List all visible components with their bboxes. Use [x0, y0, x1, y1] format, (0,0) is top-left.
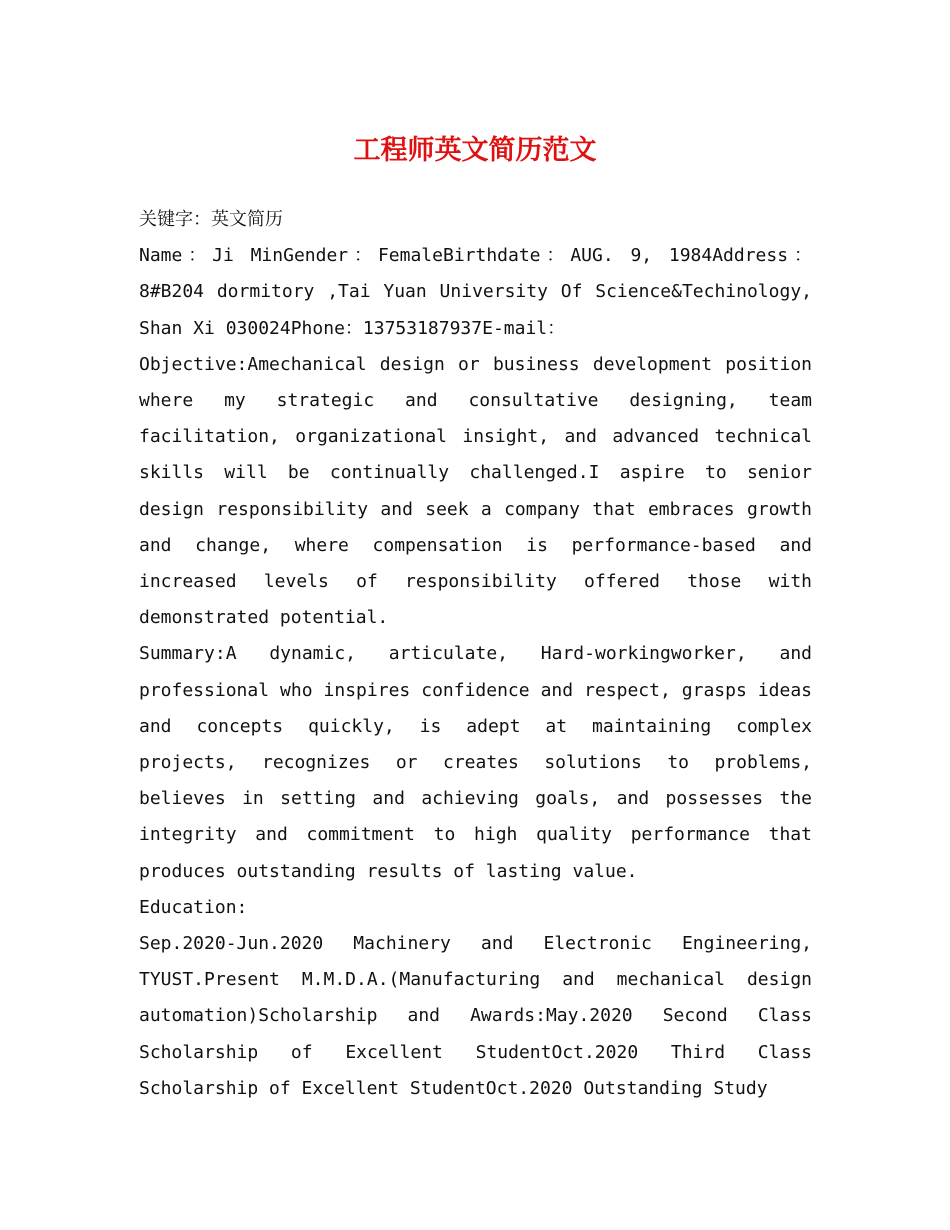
document-title: 工程师英文简历范文 — [353, 135, 597, 166]
education-heading: Education: — [139, 896, 248, 918]
summary-paragraph: Summary:A dynamic, articulate, Hard-workingworker, and professional who inspires confidence and respect, grasps ideas and concepts quickly, is adept at maintaining complex projects, recognizes or creates solutions to problems, believes in setting and achieving goals, and possesses the integrity and commitment to high quality performance that produces outstanding results of lasting value. — [139, 643, 812, 882]
keywords-line: 关键字：英文简历 — [139, 209, 283, 230]
education-paragraph: Sep.2020-Jun.2020 Machinery and Electronic Engineering, TYUST.Present M.M.D.A.(Manufacturing and mechanical design automation)Scholarship and Awards:May.2020 Second Class Scholarship of Excellent StudentOct.2020 Third Class Scholarship of Excellent StudentOct.2020 Outstanding Study — [139, 933, 812, 1099]
personal-info-paragraph: Name：Ji MinGender：FemaleBirthdate：AUG. 9, 1984Address：8#B204 dormitory ,Tai Yuan University Of Science&Techinology, Shan Xi 030024Phone：13753187937E-mail： — [139, 245, 812, 339]
document-body — [139, 202, 812, 1107]
objective-paragraph: Objective:Amechanical design or business development position where my strategic and consultative designing, team facilitation, organizational insight, and advanced technical skills will be continually challenged.I aspire to senior design responsibility and seek a company that embraces growth and change, where compensation is performance-based and increased levels of responsibility offered those with demonstrated potential. — [139, 353, 812, 629]
